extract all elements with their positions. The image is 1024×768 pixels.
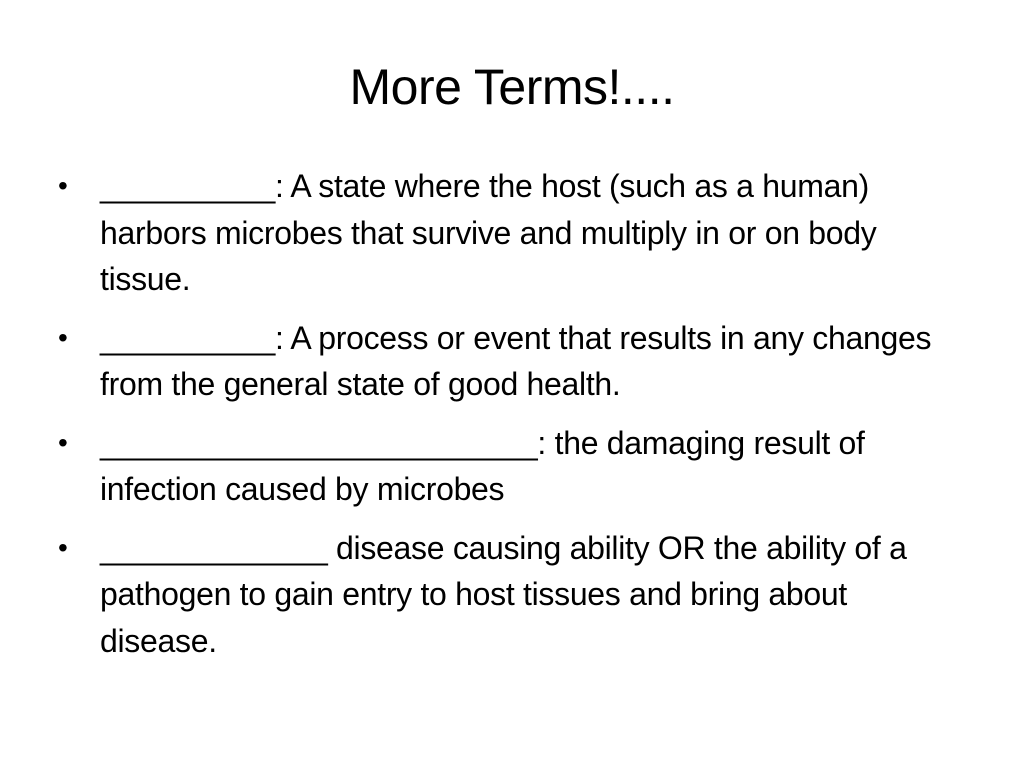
bullet-text: __________: A state where the host (such as a human) harbors microbes that survive and multiply in or on body tissue. <box>100 168 877 297</box>
bullet-text: _____________ disease causing ability OR the ability of a pathogen to gain entry to host tissues and bring about disease. <box>100 529 907 659</box>
bullet-list <box>58 163 958 676</box>
bullet-icon: • <box>58 321 68 353</box>
bullet-icon: • <box>58 531 68 563</box>
bullet-text: _________________________: the damaging result of infection caused by microbes <box>100 424 865 507</box>
bullet-item-pathogenicity <box>58 525 958 665</box>
bullet-icon: • <box>58 426 68 458</box>
slide-title: More Terms!.... <box>349 59 675 115</box>
bullet-item-disease <box>58 315 958 408</box>
bullet-text: __________: A process or event that results in any changes from the general state of good health. <box>100 319 932 402</box>
bullet-item-pathology <box>58 420 958 513</box>
bullet-icon: • <box>58 170 68 201</box>
bullet-item-infection <box>58 163 958 303</box>
